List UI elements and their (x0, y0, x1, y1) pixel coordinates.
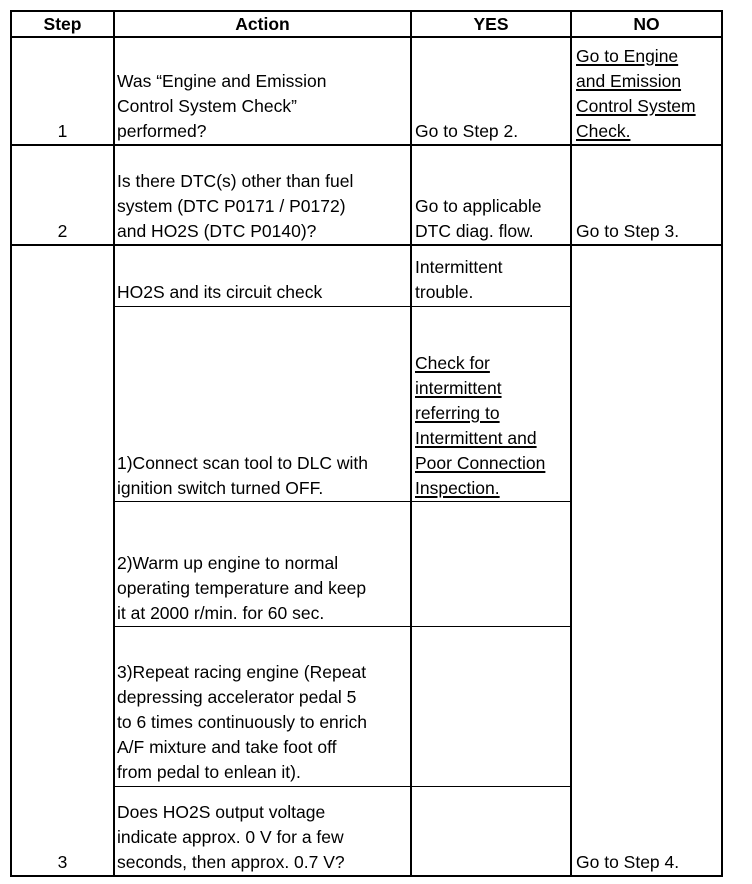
row1-action: Was “Engine and Emission Control System Check” performed? (117, 71, 327, 141)
row1-step: 1 (57, 121, 68, 141)
row3-no: Go to Step 4. (576, 852, 680, 872)
row3-step1-action: 1)Connect scan tool to DLC with ignition switch turned OFF. (117, 453, 368, 498)
row3-step2-action: 2)Warm up engine to normal operating temperature and keep it at 2000 r/min. for 60 sec. (117, 553, 367, 623)
row1-no-link[interactable]: Go to Engine and Emission Control System Check. (576, 46, 696, 141)
row2-no: Go to Step 3. (576, 221, 680, 241)
col-divider-3 (570, 12, 572, 875)
header-divider (12, 36, 721, 38)
row1-yes: Go to Step 2. (415, 121, 519, 141)
header-no: NO (633, 14, 660, 34)
row3-sub-divider-1 (115, 306, 570, 307)
row3-intermittent-trouble: Intermittent trouble. (415, 257, 503, 302)
header-action: Action (235, 14, 290, 34)
row3-question: Does HO2S output voltage indicate approx. 0 V for a few seconds, then approx. 0.7 V? (117, 802, 345, 872)
row3-sub-divider-4 (115, 786, 570, 787)
row3-sub-divider-2 (115, 501, 570, 502)
col-divider-2 (410, 12, 412, 875)
diagnostic-table (10, 10, 723, 877)
row2-yes: Go to applicable DTC diag. flow. (415, 196, 542, 241)
header-step: Step (43, 14, 82, 34)
row3-step: 3 (57, 852, 68, 872)
row3-sub-divider-3 (115, 626, 570, 627)
row2-divider (12, 244, 721, 246)
row3-step3-action: 3)Repeat racing engine (Repeat depressing accelerator pedal 5 to 6 times continuously to enrich A/F mixture and take foot off from pedal to enlean it). (117, 662, 367, 782)
col-divider-1 (113, 12, 115, 875)
row2-step: 2 (57, 221, 68, 241)
header-yes: YES (473, 14, 509, 34)
row2-action: Is there DTC(s) other than fuel system (DTC P0171 / P0172) and HO2S (DTC P0140)? (117, 171, 354, 241)
row3-check-title: HO2S and its circuit check (117, 282, 323, 302)
row1-divider (12, 144, 721, 146)
row3-intermittent-link[interactable]: Check for intermittent referring to Intermittent and Poor Connection Inspection. (415, 353, 546, 498)
